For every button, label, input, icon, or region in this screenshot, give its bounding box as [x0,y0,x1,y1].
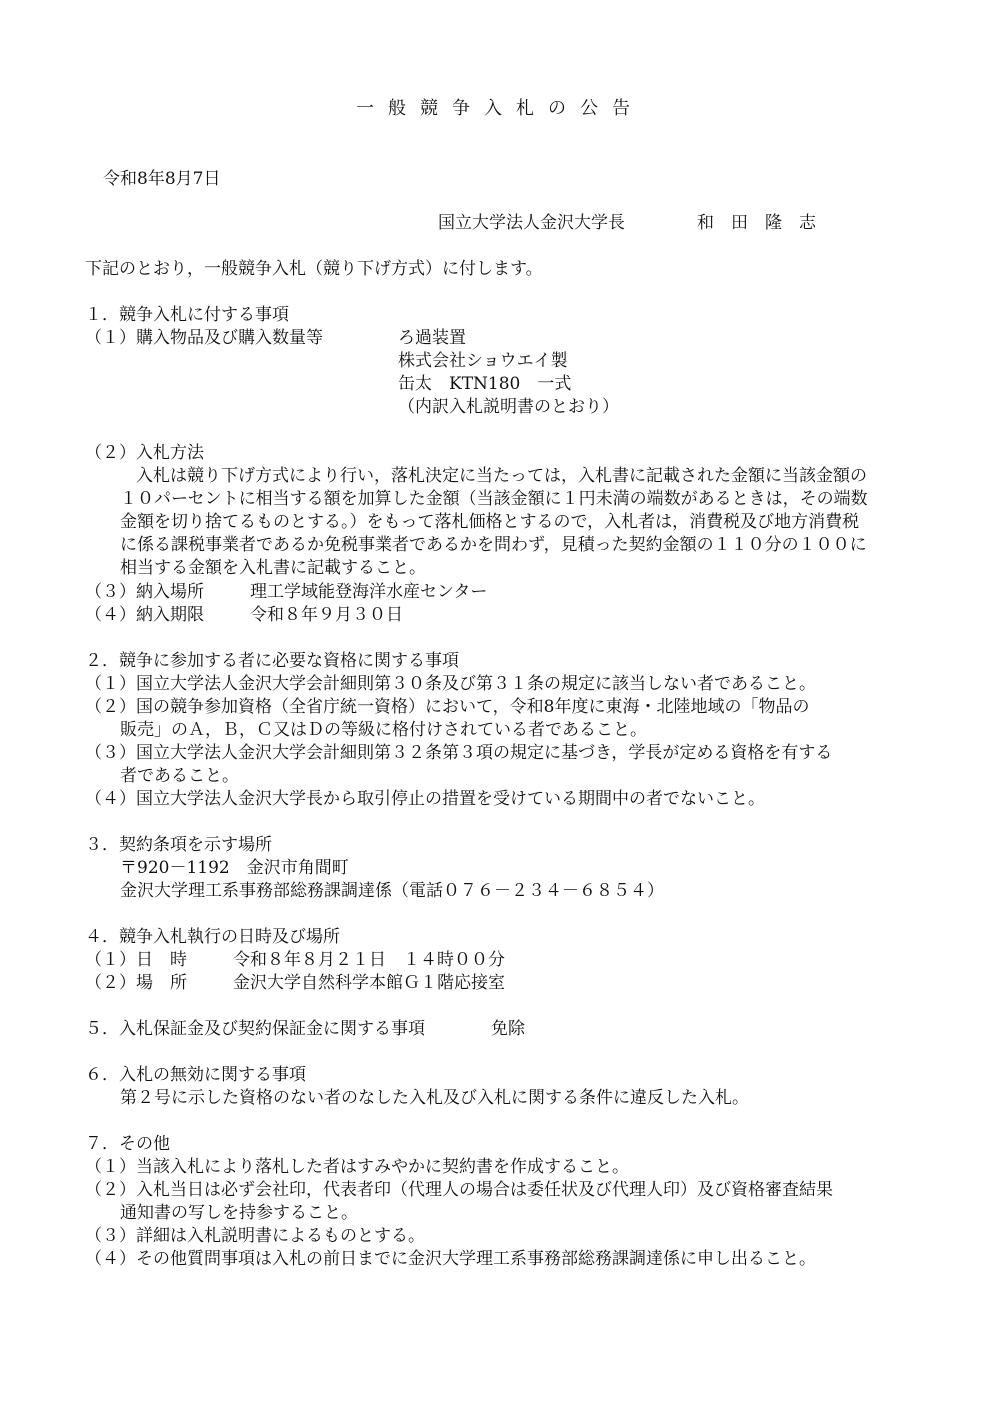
s7-line: 通知書の写しを持参すること。 [120,1203,358,1223]
section-2-heading: ２．競争に参加する者に必要な資格に関する事項 [85,651,459,671]
s6-line: 第２号に示した資格のない者のなした入札及び入札に関する条件に違反した入札。 [120,1088,749,1108]
s1-item1-label: （１）購入物品及び購入数量等 [85,328,323,348]
s7-line: （３）詳細は入札説明書によるものとする。 [85,1226,425,1246]
issuer-name: 和 田 隆 志 [697,213,816,233]
section-5-heading: ５．入札保証金及び契約保証金に関する事項 [85,1019,425,1039]
s2-line: （３）国立大学法人金沢大学会計細則第３２条第３項の規定に基づき，学長が定める資格を有する [85,743,833,763]
s2-line: 販売」のＡ，Ｂ，Ｃ又はＤの等級に格付けされている者であること。 [120,720,647,740]
s7-line: （４）その他質問事項は入札の前日までに金沢大学理工系事務部総務課調達係に申し出ること。 [85,1249,816,1269]
s3-line: 金沢大学理工系事務部総務課調達係（電話０７６－２３４－６８５４） [120,881,664,901]
s1-item1-line: （内訳入札説明書のとおり） [398,397,619,417]
issuer-org: 国立大学法人金沢大学長 [438,213,625,233]
s1-item4-label: （４）納入期限 [85,605,204,625]
s1-item3-value: 理工学域能登海洋水産センター [250,582,488,602]
section-6-heading: ６．入札の無効に関する事項 [85,1065,306,1085]
notice-date: 令和8年8月7日 [103,169,221,189]
section-4-heading: ４．競争入札執行の日時及び場所 [85,927,340,947]
s4-item1-label: （１）日 時 [85,950,187,970]
s2-line: 者であること。 [120,766,239,786]
s1-item1-line: 缶太 KTN180 一式 [398,374,572,394]
s5-value: 免除 [491,1019,525,1039]
s1-item2-line: 入札は競り下げ方式により行い，落札決定に当たっては，入札書に記載された金額に当該金額の [136,466,867,486]
s4-item1-value: 令和８年８月２１日 １４時００分 [233,950,505,970]
section-1-heading: １．競争入札に付する事項 [85,305,289,325]
s2-line: （４）国立大学法人金沢大学長から取引停止の措置を受けている期間中の者でないこと。 [85,789,765,809]
s1-item2-line: 相当する金額を入札書に記載すること。 [120,558,426,578]
s7-line: （１）当該入札により落札した者はすみやかに契約書を作成すること。 [85,1157,629,1177]
s1-item1-line: 株式会社ショウエイ製 [398,351,568,371]
s3-line: 〒920－1192 金沢市角間町 [120,858,349,878]
s1-item2-line: １０パーセントに相当する額を加算した金額（当該金額に１円未満の端数があるときは，その端数 [120,489,868,509]
s1-item2-label: （２）入札方法 [85,443,204,463]
section-3-heading: ３．契約条項を示す場所 [85,835,272,855]
s2-line: （１）国立大学法人金沢大学会計細則第３０条及び第３１条の規定に該当しない者であること。 [85,674,816,694]
document-title: 一般競争入札の公告 [356,98,644,119]
s1-item1-line: ろ過装置 [398,328,466,348]
s1-item3-label: （３）納入場所 [85,582,204,602]
s4-item2-value: 金沢大学自然科学本館Ｇ１階応接室 [233,973,505,993]
s4-item2-label: （２）場 所 [85,973,187,993]
s1-item2-line: 金額を切り捨てるものとする。）をもって落札価格とするので，入札者は，消費税及び地方消費税 [120,512,860,532]
s1-item2-line: に係る課税事業者であるか免税事業者であるかを問わず，見積った契約金額の１１０分の１００に [120,535,867,555]
section-7-heading: ７．その他 [85,1134,170,1154]
s7-line: （２）入札当日は必ず会社印，代表者印（代理人の場合は委任状及び代理人印）及び資格審査結果 [85,1180,833,1200]
s2-line: （２）国の競争参加資格（全省庁統一資格）において，令和8年度に東海・北陸地域の「物品の [85,697,810,717]
s1-item4-value: 令和８年９月３０日 [250,605,403,625]
intro-text: 下記のとおり，一般競争入札（競り下げ方式）に付します。 [85,259,543,279]
